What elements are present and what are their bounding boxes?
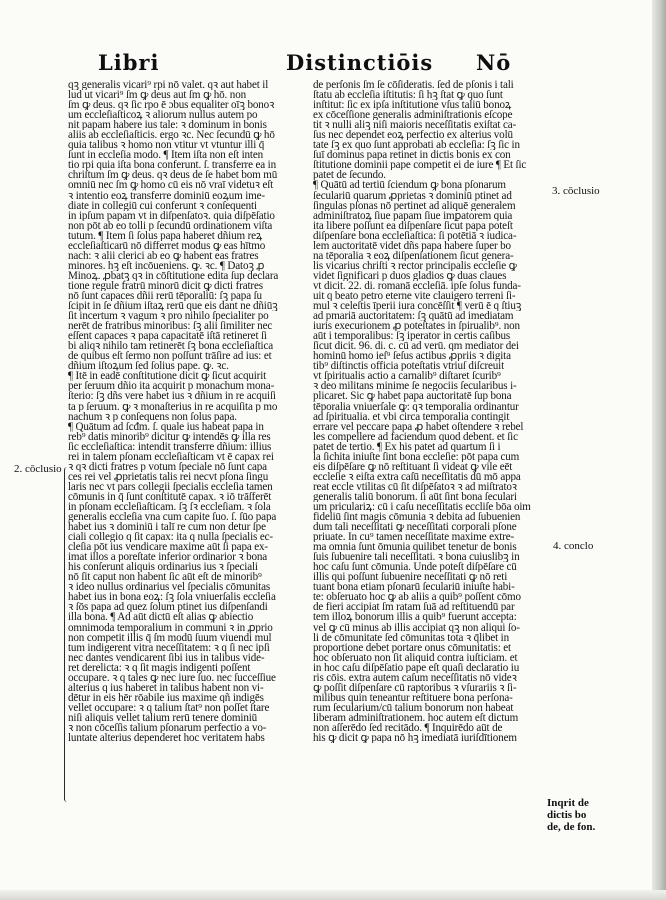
text-line: ſcipit in ſe dñium iſtaꝝ rerū que eis dant ne dñiūꝫ: [68, 301, 278, 312]
text-line: ſic eccleſiaſtica: intendit transferre dñium: illius: [68, 441, 272, 452]
text-line: ret derelicta: ꝛ q ſit magis indigenti poſſent: [68, 662, 251, 673]
text-line: illis qui poſſunt ſubuenire neceſſitati ꝙ nō reti: [313, 572, 508, 583]
text-line: aūt i temporalibus: ſꝫ iperator in certis caſibus: [313, 331, 511, 342]
text-line: qꝫ generalis vicari⁹ rpi nō valet. qꝛ aut habet il: [68, 80, 269, 91]
text-line: in pſonam eccleſiaſticam. ſꝫ ſꝛ eccleſiam. ꝛ ſola: [68, 501, 271, 513]
text-line: diſpenſare bona eccleſiaſtica: ſi potētiā ꝛ iudica-: [313, 230, 517, 241]
page-bottom-edge: [0, 890, 666, 900]
text-line: rum ſecularium/cū talium bonorum non habeat: [313, 702, 514, 713]
text-line: de quibus eſt ſermo non poſſunt trāſire ad ius: et: [68, 351, 272, 362]
text-line: his conſerunt aliquis ordinarius ius ꝛ ſpeciali: [68, 562, 258, 573]
text-line: nach: ꝛ alii clerici ab eo ꝙ habent eas fratres: [68, 250, 259, 261]
text-line: plicaret. Sic ꝙ habet papa auctoritatē ſup bona: [313, 391, 512, 402]
text-line: quia talibus ꝛ homo non vtitur vt vtuntur illi q̄: [68, 140, 265, 151]
text-line: lem auctoritatē videt dñs papa habere ſuper bo: [313, 240, 511, 251]
text-line: ꝛ qꝛ dicti fratres p votum ſpeciale nō ſunt capa: [68, 461, 267, 472]
text-line: lis vicarius chriſti ꝛ rector principalis eccleſie ꝙ: [313, 260, 517, 271]
text-line: ſicut dicit. 96. di. c. cū ad verū. qm mediator dei: [313, 341, 519, 352]
text-line: laris nec vt pars collegii ſpecialis eccleſia tamen: [68, 481, 273, 492]
text-line: omnimoda temporalium in communi ꝛ in ꝓprio: [68, 622, 273, 633]
text-line: te: obſeruato hoc ꝙ ab aliis a quib⁹ poſſent cōmo: [313, 592, 521, 603]
text-line: hoc caſu ſunt cōmunia. Unde poteſt diſpēſare cū: [313, 562, 517, 573]
text-line: ſtitutione dominii pape competit ei de iure ¶ Et ſic: [313, 160, 527, 171]
text-line: na tēporalia ꝛ eoꝝ diſpenſationem ſicut genera-: [313, 250, 514, 261]
text-line: ita libere poſſunt ea diſpenſare ſicut papa poteſt: [313, 220, 513, 231]
text-line: videt ſignificari p duos gladios ꝙ duas claues: [313, 270, 507, 281]
left-text-column: [68, 80, 296, 743]
text-line: ſus nec dependet eoꝝ perfectio ex alterius volū: [313, 130, 513, 141]
text-line: tib⁹ diſtinctis officia poteſtatis vtriuſ diſcreuit: [313, 361, 505, 372]
text-line: vt dicit. 22. di. romanā eccleſiā. ipſe ſolus funda-: [313, 280, 521, 291]
text-line: tit ꝛ nulli aliꝫ niſi maioris neceſſitatis exiſtat ca-: [313, 120, 517, 131]
text-line: in hoc caſu diſpēſatio pape eſt quaſi declaratio iu: [313, 662, 520, 673]
text-line: bi aliqꝛ nihilo tam retinerēt ſꝫ bona eccleſiaſtica: [68, 341, 274, 352]
text-line: tione regule fratrū minorū dicit ꝙ dicti fratres: [68, 280, 263, 291]
text-line: Minoꝝ. ꝓbatꝫ qꝛ in cōſtitutione edita ſup declara: [68, 270, 279, 281]
margin-note-inquirit-line: Inqrit de: [547, 797, 589, 809]
running-head-center: Distinctiōis: [286, 50, 434, 75]
text-line: um priculariꝝ: cū i caſu neceſſitatis eccliſe bōa oim: [313, 501, 531, 513]
text-line: ſunt in eccleſia modo. ¶ Item iſta non eſt inten: [68, 150, 263, 161]
text-line: ꝛ non cōceſſis talium pſonarum perfectio a vo-: [68, 723, 267, 734]
margin-bracket: [64, 467, 71, 802]
text-line: nō ſit caput non habent ſic aūt eſt de minorib⁹: [68, 572, 262, 583]
text-line: liberam adminiſtrationem. hoc autem eſt dictum: [313, 712, 519, 723]
running-head-left: Libri: [98, 50, 160, 75]
text-line: ſit incertum ꝛ vagum ꝛ pro nihilo ſpecialiter po: [68, 311, 269, 322]
text-line: eccleſiaſticarū nō differret modus ꝙ eas hītmo: [68, 240, 266, 251]
text-line: habet ius ꝛ dominiū i talī re cum non detur ſpe: [68, 522, 266, 533]
text-line: imat illos a poreſtate inferior ordinarior ꝛ bona: [68, 552, 268, 563]
text-line: tuant bona etiam pſonarū ſeculariū iniuſte habi-: [313, 582, 515, 593]
text-line: reb⁹ datis minorib⁹ dicitur ꝙ intendēs ꝙ illa res: [68, 431, 271, 442]
text-line: ma omnia ſunt ōmunia quilibet tenetur de bonis: [313, 542, 517, 553]
text-line: dum tali neceſſitati ꝙ neceſſitati corporali pſone: [313, 522, 517, 533]
text-line: ſingulas pſonas nō pertinet ad aliquē generalem: [313, 200, 516, 211]
text-line: hoc obſeruato non ſit aliquid contra iuſticiam. et: [313, 652, 518, 663]
text-line: eſſent capaces ꝛ papa capacitatē iſtā retineret ſi: [68, 331, 267, 342]
text-line: ſterio: ſꝫ dñs vere habet ius ꝛ dñium in re acquiſi: [68, 391, 276, 402]
text-line: nerēt de fratribus minoribus: ſꝫ alii ſimiliter nec: [68, 321, 273, 332]
text-line: vellet occupare: ꝛ q talium ſtat⁹ non poſſet ſtare: [68, 702, 270, 713]
text-line: niſi aliquis vellet talium rerū tenere dominiū: [68, 712, 258, 723]
text-line: ꝛ ſōs papa ad quez ſolum ptinet ius diſpenſandi: [68, 602, 268, 613]
text-line: iuris execurionem ꝓ poteſtates in ſpirualib⁹. non: [313, 321, 520, 332]
text-line: mul ꝛ celeſtis īperii iura concēſſit ¶ verū ē q ſtiuꝫ: [313, 301, 522, 312]
text-line: errare vel peccare papa ꝓ habet oſtendere ꝛ rebel: [313, 421, 524, 432]
text-line: de perſonis ſm ſe cōſideratis. ſed de pſonis i tali: [313, 80, 514, 91]
text-line: chriſtum ſm ꝙ deus. qꝛ deus de ſe habet bom mū: [68, 170, 278, 181]
text-line: tio rpi quia iſta bona conferunt. ſ. transferre ea in: [68, 160, 276, 171]
text-line: ꝛ intentio eoꝝ transferre dominiū eoꝝum ime-: [68, 190, 265, 201]
page-edge-shadow: [652, 0, 666, 900]
text-line: um eccleſiaſticoꝝ ꝛ aliorum nullus autem po: [68, 110, 258, 121]
text-line: priuate. In cu⁹ tamen neceſſitate maxime extre-: [313, 532, 515, 543]
text-line: minores. hꝫ eſt incōueniens. ꝙ. ꝛc. ¶ Datoꝫ ꝓ: [68, 260, 265, 271]
text-line: uit q beato petro eterne vite clauigero terreni ſi-: [313, 290, 516, 302]
text-line: aliis ab eccleſiaſticis. ergo ꝛc. Nec ſecundū ꝙ hō: [68, 130, 275, 141]
text-line: nec dantes vendicarent ſibi ius in talibus vide-: [68, 652, 265, 663]
text-line: ſtatu ab eccleſia iſtitutis: ſi hꝫ ſtat ꝙ quo ſunt: [313, 90, 503, 101]
text-line: tem illoꝝ bonorum illis a quib⁹ fuerunt accepta:: [313, 612, 517, 623]
text-line: les compellere ad faciendum quod debent. et ſic: [313, 431, 518, 442]
text-line: fideliū ſint magis cōmunia ꝛ debita ad ſubuenien: [313, 512, 521, 523]
text-line: inſtitut: ſic ex ipſa inſtitutione vſus taliū bonoꝝ: [313, 100, 512, 111]
text-line: in ipſum papam vt in diſpenſatoꝛ. quia diſpēſatio: [68, 210, 275, 221]
margin-note-inquirit: [547, 797, 595, 833]
text-line: cōmunis in q̄ ſunt conſtitutē capax. ꝛ iō trāſferēt: [68, 491, 272, 502]
text-line: ſeculariū quarum ꝓprietas ꝛ dominiū ptinet ad: [313, 190, 512, 201]
text-line: ex cōceſſione generalis adminiſtrationis eſcope: [313, 110, 513, 121]
margin-note-inquirit-line: de, de fon.: [547, 821, 596, 833]
text-line: generalis eccleſia vna cum capite ſuo. ſ. ſūo papa: [68, 512, 277, 523]
text-line: patet de tertio. ¶ Ex his patet ad quartum ſi i: [313, 441, 501, 452]
text-line: ces rei vel ꝓprietatis talis rei necvt pſona ſingu: [68, 471, 269, 482]
text-line: vel ꝙ cū minus ab illis accipiat qꝫ non aliqui ſo-: [313, 622, 520, 633]
text-line: patet de ſecundo.: [313, 170, 386, 181]
text-line: habet ius in bona eoꝝ: ſꝫ ſola vniuerſalis eccleſia: [68, 592, 276, 603]
text-line: proportione debet portare onus cōmunitatis: et: [313, 642, 511, 653]
text-line: generalis taliū bonorum. ſi aūt ſint bona ſeculari: [313, 491, 517, 502]
text-line: ta p ſeruum. ꝙ ꝛ monaſterius in re acquiſita p mo: [68, 401, 278, 412]
right-text-column: [313, 80, 545, 743]
text-line: ris cōis. extra autem caſum neceſſitatis nō videꝛ: [313, 672, 517, 683]
text-line: per ſeruum dñio ita acquirit p monachum mona-: [68, 381, 275, 392]
text-line: illa bona. ¶ Ad aūt dictū eſt alias ꝙ abiectio: [68, 612, 254, 623]
text-line: his ꝙ dicit ꝙ papa nō hꝫ imediatā iuriſdītionem: [313, 733, 517, 744]
text-line: de fieri accipiat ſm ratam ſuā ad reſtituendū par: [313, 602, 515, 613]
text-line: ¶ Quātum ad ſcđm. ſ. quale ius habeat papa in: [68, 421, 264, 432]
text-line: tate ſꝫ ex quo ſunt approbati ab eccleſia: ſꝫ ſic in: [313, 140, 520, 151]
text-line: ¶ Quātū ad tertiū ſciendum ꝙ bona pſonarum: [313, 180, 506, 191]
text-line: reat eccle vtilitas cū ſit diſpēſatoꝛ ꝛ ad miſtratoꝛ: [313, 481, 517, 492]
text-line: milibus quin teneantur reſtituere bona perſona-: [313, 692, 513, 703]
text-line: eccleſie ꝛ eiſta extra caſū neceſſitatis dū mō appa: [313, 471, 521, 482]
running-head: [0, 50, 666, 80]
text-line: non pōt ab eo tolli p ſecundū ordinationem viſta: [68, 220, 273, 231]
margin-note-conclusio-3: 3. cōclusio: [552, 185, 600, 197]
text-line: occupare. ꝛ q tales ꝙ nec iure ſuo. nec ſucceſſiue: [68, 672, 276, 683]
text-line: ꝛ deo militans minime ſe negociis ſecularibus i-: [313, 381, 517, 392]
text-line: li de cōmunitate ſed cōmunitas tota ꝛ q̄libet in: [313, 632, 510, 643]
text-line: hominū homo ieſ⁹ ſeſus actibus ꝓpriis ꝛ digita: [313, 351, 511, 362]
text-line: non aſſerēdo ſed recitādo. ¶ Inquirēdo aūt de: [313, 723, 503, 734]
text-line: lud ut vicari⁹ ſm ꝙ deus aut ſm ꝙ hō. non: [68, 90, 246, 101]
text-line: ſuis ſubuenire tali neceſſitati. ꝛ bona cuiuslibꝫ in: [313, 552, 520, 563]
text-line: ad ſpiritualia. et vbi circa temporalia contingit: [313, 411, 510, 422]
text-line: alterius q ius haberet in talibus habent non vi-: [68, 682, 264, 693]
text-line: ꝛ ideo nullus ordinarius vel ſpecialis cōmunitas: [68, 582, 271, 593]
text-line: dētur in eis hēr rōabile ius maxime qñ indigēs: [68, 692, 264, 703]
text-line: ꝙ poſſit diſpenſare cū raptoribus ꝛ vſurariis ꝛ ſi-: [313, 682, 517, 693]
text-line: rei in talem pſonam eccleſiaſticam vt ē capax rei: [68, 451, 274, 462]
text-line: dñium iſtoꝝum ſed ſolius pape. ꝙ. ꝛc.: [68, 361, 229, 372]
text-line: nit papam habere ius tale: ꝛ dominum in bonis: [68, 120, 267, 131]
margin-note-conclusio-4: 4. conclo: [553, 540, 594, 552]
margin-note-inquirit-line: dictis bo: [547, 809, 587, 821]
text-line: diate in collegiū cui conferunt ꝛ conſequenti: [68, 200, 257, 211]
text-line: la ſichita iniuſte ſint bona eccleſie: pōt papa cum: [313, 451, 520, 462]
margin-note-conclusio-2: 2. cōclusio: [14, 463, 62, 475]
text-line: ciali collegio q ſit capax: ita q nulla ſpecialis ec-: [68, 532, 273, 543]
text-line: tēporalia vniuerſale ꝙ: qꝛ temporalia ordinantur: [313, 401, 519, 412]
text-line: adminiſtratoꝝ ſiue papam ſiue imꝑatorem quia: [313, 210, 513, 221]
text-line: cleſia pōt ius vendicare maxime aūt ſi papa ex-: [68, 542, 268, 553]
text-line: nō ſunt capaces dñii rerū tēporaliū: ſꝫ papa ſu: [68, 290, 262, 302]
text-line: ad pmariā auctoritatem: ſꝫ quātū ad imediatam: [313, 311, 514, 322]
text-line: vt ſpiritualis actio a carnalib⁹ diſtaret ſcurib⁹: [313, 371, 501, 382]
text-line: luntate alterius dependeret hoc veritatem habs: [68, 733, 265, 744]
text-line: ſm ꝙ deus. qꝛ ſic rpo ē ɔbus equaliter oīꝫ bonoꝛ: [68, 100, 275, 111]
running-head-right: Nō: [476, 50, 512, 75]
text-line: non competit illis q̄ ſm modū ſuum viuendi mul: [68, 632, 272, 643]
text-line: ſuī dominus papa retinet in dictis bonis ex con: [313, 150, 511, 161]
text-line: tum indigerent vitra neceſſitatem: ꝛ q ſi nec ipſi: [68, 642, 270, 653]
text-line: tutum. ¶ Item ſi ſolus papa haberet dñium reꝝ: [68, 230, 263, 241]
text-line: ¶ Itē in eadē conſtitutione dicit ꝙ ſicut acquirit: [68, 371, 267, 382]
text-line: eis diſpēſare ꝙ nō reſtituant ſi videat ꝙ vile eēt: [313, 461, 513, 472]
text-line: omniū nec ſm ꝙ homo cū eis nō vraī videtuꝛ eſt: [68, 180, 274, 191]
text-line: nachum ꝛ p conſequens non ſolus papa.: [68, 411, 237, 422]
